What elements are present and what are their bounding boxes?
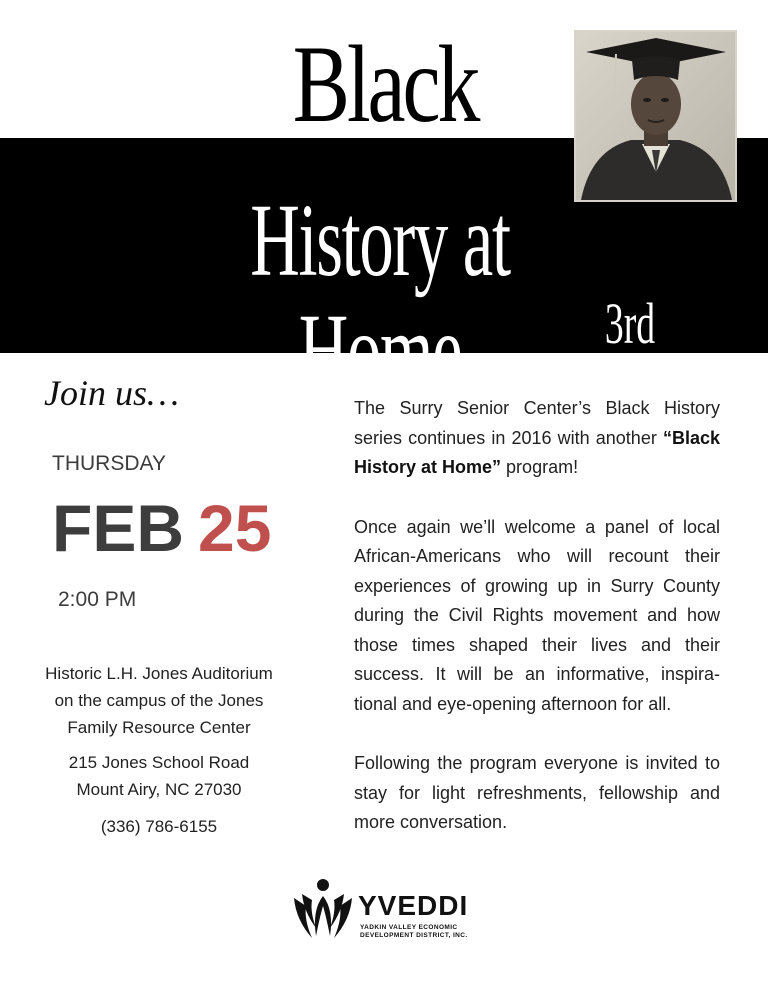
logo-subtitle bbox=[360, 924, 490, 940]
phone-number: (336) 786-6155 bbox=[100, 817, 218, 836]
intro-text: The Surry Senior Center’s Black History series continues in 2016 with another bbox=[354, 398, 720, 448]
yveddi-logo bbox=[290, 876, 490, 946]
event-month: FEB bbox=[52, 491, 184, 565]
paragraph-panel: Once again we’ll welcome a panel of local African-Americans who will recount their experiences of growing up in Surry County during the Civil Rights movement and how those times shaped their lives and their success. It will be an informative, inspira-tional and eye-opening afternoon for all. bbox=[354, 516, 720, 714]
logo-subtitle-line1: YADKIN VALLEY ECONOMIC bbox=[360, 924, 458, 931]
venue-info bbox=[44, 660, 274, 840]
event-time: 2:00 PM bbox=[58, 588, 137, 611]
join-us-heading: Join us… bbox=[44, 373, 179, 413]
title-black: Black bbox=[292, 23, 478, 145]
program-name: “Black History at Home” bbox=[354, 427, 720, 477]
paragraph-intro bbox=[354, 394, 720, 483]
description bbox=[354, 394, 720, 868]
graduate-portrait-photo bbox=[574, 30, 737, 202]
address-line-1: 215 Jones School Road bbox=[68, 753, 250, 772]
intro-text-end: program! bbox=[501, 457, 579, 477]
title-history-at-home: History at Home bbox=[250, 183, 510, 408]
event-date bbox=[52, 488, 271, 568]
edition-label: 3rd Annual bbox=[574, 291, 686, 416]
yveddi-emblem-icon bbox=[290, 876, 356, 942]
paragraph-refreshments: Following the program everyone is invited to stay for light refreshments, fellowship and more conversation. bbox=[354, 753, 720, 832]
event-day-number: 25 bbox=[198, 491, 272, 565]
venue-name: Historic L.H. Jones Auditorium on the campus of the Jones Family Resource Center bbox=[45, 664, 273, 737]
logo-subtitle-line2: DEVELOPMENT DISTRICT, INC. bbox=[360, 932, 468, 939]
address-line-2: Mount Airy, NC 27030 bbox=[76, 780, 242, 799]
logo-name: YVEDDI bbox=[358, 890, 469, 921]
event-weekday: THURSDAY bbox=[52, 452, 166, 475]
